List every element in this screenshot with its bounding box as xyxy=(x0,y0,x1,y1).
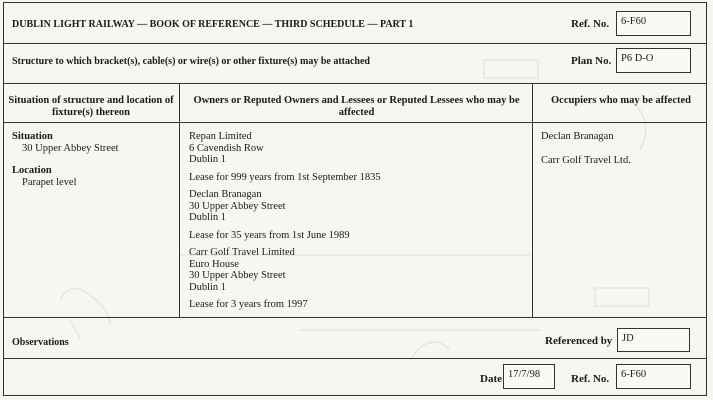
ref-no-label: Ref. No. xyxy=(571,18,610,30)
footer-ref-no-label: Ref. No. xyxy=(571,373,610,385)
ghost-box-1 xyxy=(484,60,538,78)
document-title: DUBLIN LIGHT RAILWAY — BOOK OF REFERENCE — THIRD SCHEDULE — PART 1 xyxy=(12,19,414,30)
owner-1-address: 6 Cavendish Row xyxy=(189,142,264,154)
referenced-by-label: Referenced by xyxy=(545,335,613,347)
ghost-box-2 xyxy=(595,288,649,306)
owner-2-city: Dublin 1 xyxy=(189,212,227,223)
owner-3-address: 30 Upper Abbey Street xyxy=(189,270,286,281)
owner-3-city: Dublin 1 xyxy=(189,281,227,293)
column-header-situation: Situation of structure and location of fixture(s) thereon xyxy=(8,95,174,118)
ref-no-field[interactable]: 6-F60 xyxy=(616,11,691,36)
date-field[interactable]: 17/7/98 xyxy=(503,364,555,389)
referenced-by-field[interactable]: JD xyxy=(617,328,690,352)
ghost-scribble-3 xyxy=(410,342,450,360)
owner-3-building: Euro House xyxy=(189,258,239,270)
structure-label: Structure to which bracket(s), cable(s) or wire(s) or other fixture(s) may be attached xyxy=(12,56,370,67)
owner-2-name: Declan Branagan xyxy=(189,189,262,200)
situation-address: 30 Upper Abbey Street xyxy=(22,142,119,154)
owner-1-city: Dublin 1 xyxy=(189,154,227,165)
owner-1-lease: Lease for 999 years from 1st September 1835 xyxy=(189,171,381,183)
location-label: Location xyxy=(12,165,52,176)
owner-3-lease: Lease for 3 years from 1997 xyxy=(189,299,308,310)
ghost-scribble-1 xyxy=(60,289,110,325)
owner-1-name: Repan Limited xyxy=(189,131,252,142)
occupier-2: Carr Golf Travel Ltd. xyxy=(541,154,631,166)
ghost-scribble-4 xyxy=(630,100,646,150)
column-header-occupiers: Occupiers who may be affected xyxy=(551,95,691,106)
date-label: Date xyxy=(480,373,502,385)
plan-no-label: Plan No. xyxy=(571,55,612,67)
situation-label: Situation xyxy=(12,131,53,142)
owner-2-address: 30 Upper Abbey Street xyxy=(189,200,286,212)
plan-no-field[interactable]: P6 D-O xyxy=(616,48,691,73)
footer-ref-no-field[interactable]: 6-F60 xyxy=(616,364,691,389)
observations-label: Observations xyxy=(12,337,69,348)
ghost-scribble-2 xyxy=(70,320,80,338)
owner-3-name: Carr Golf Travel Limited xyxy=(189,247,295,258)
location-value: Parapet level xyxy=(22,176,77,188)
column-header-owners: Owners or Reputed Owners and Lessees or Reputed Lessees who may be affected xyxy=(193,95,520,118)
occupier-1: Declan Branagan xyxy=(541,131,614,142)
owner-2-lease: Lease for 35 years from 1st June 1989 xyxy=(189,229,350,241)
